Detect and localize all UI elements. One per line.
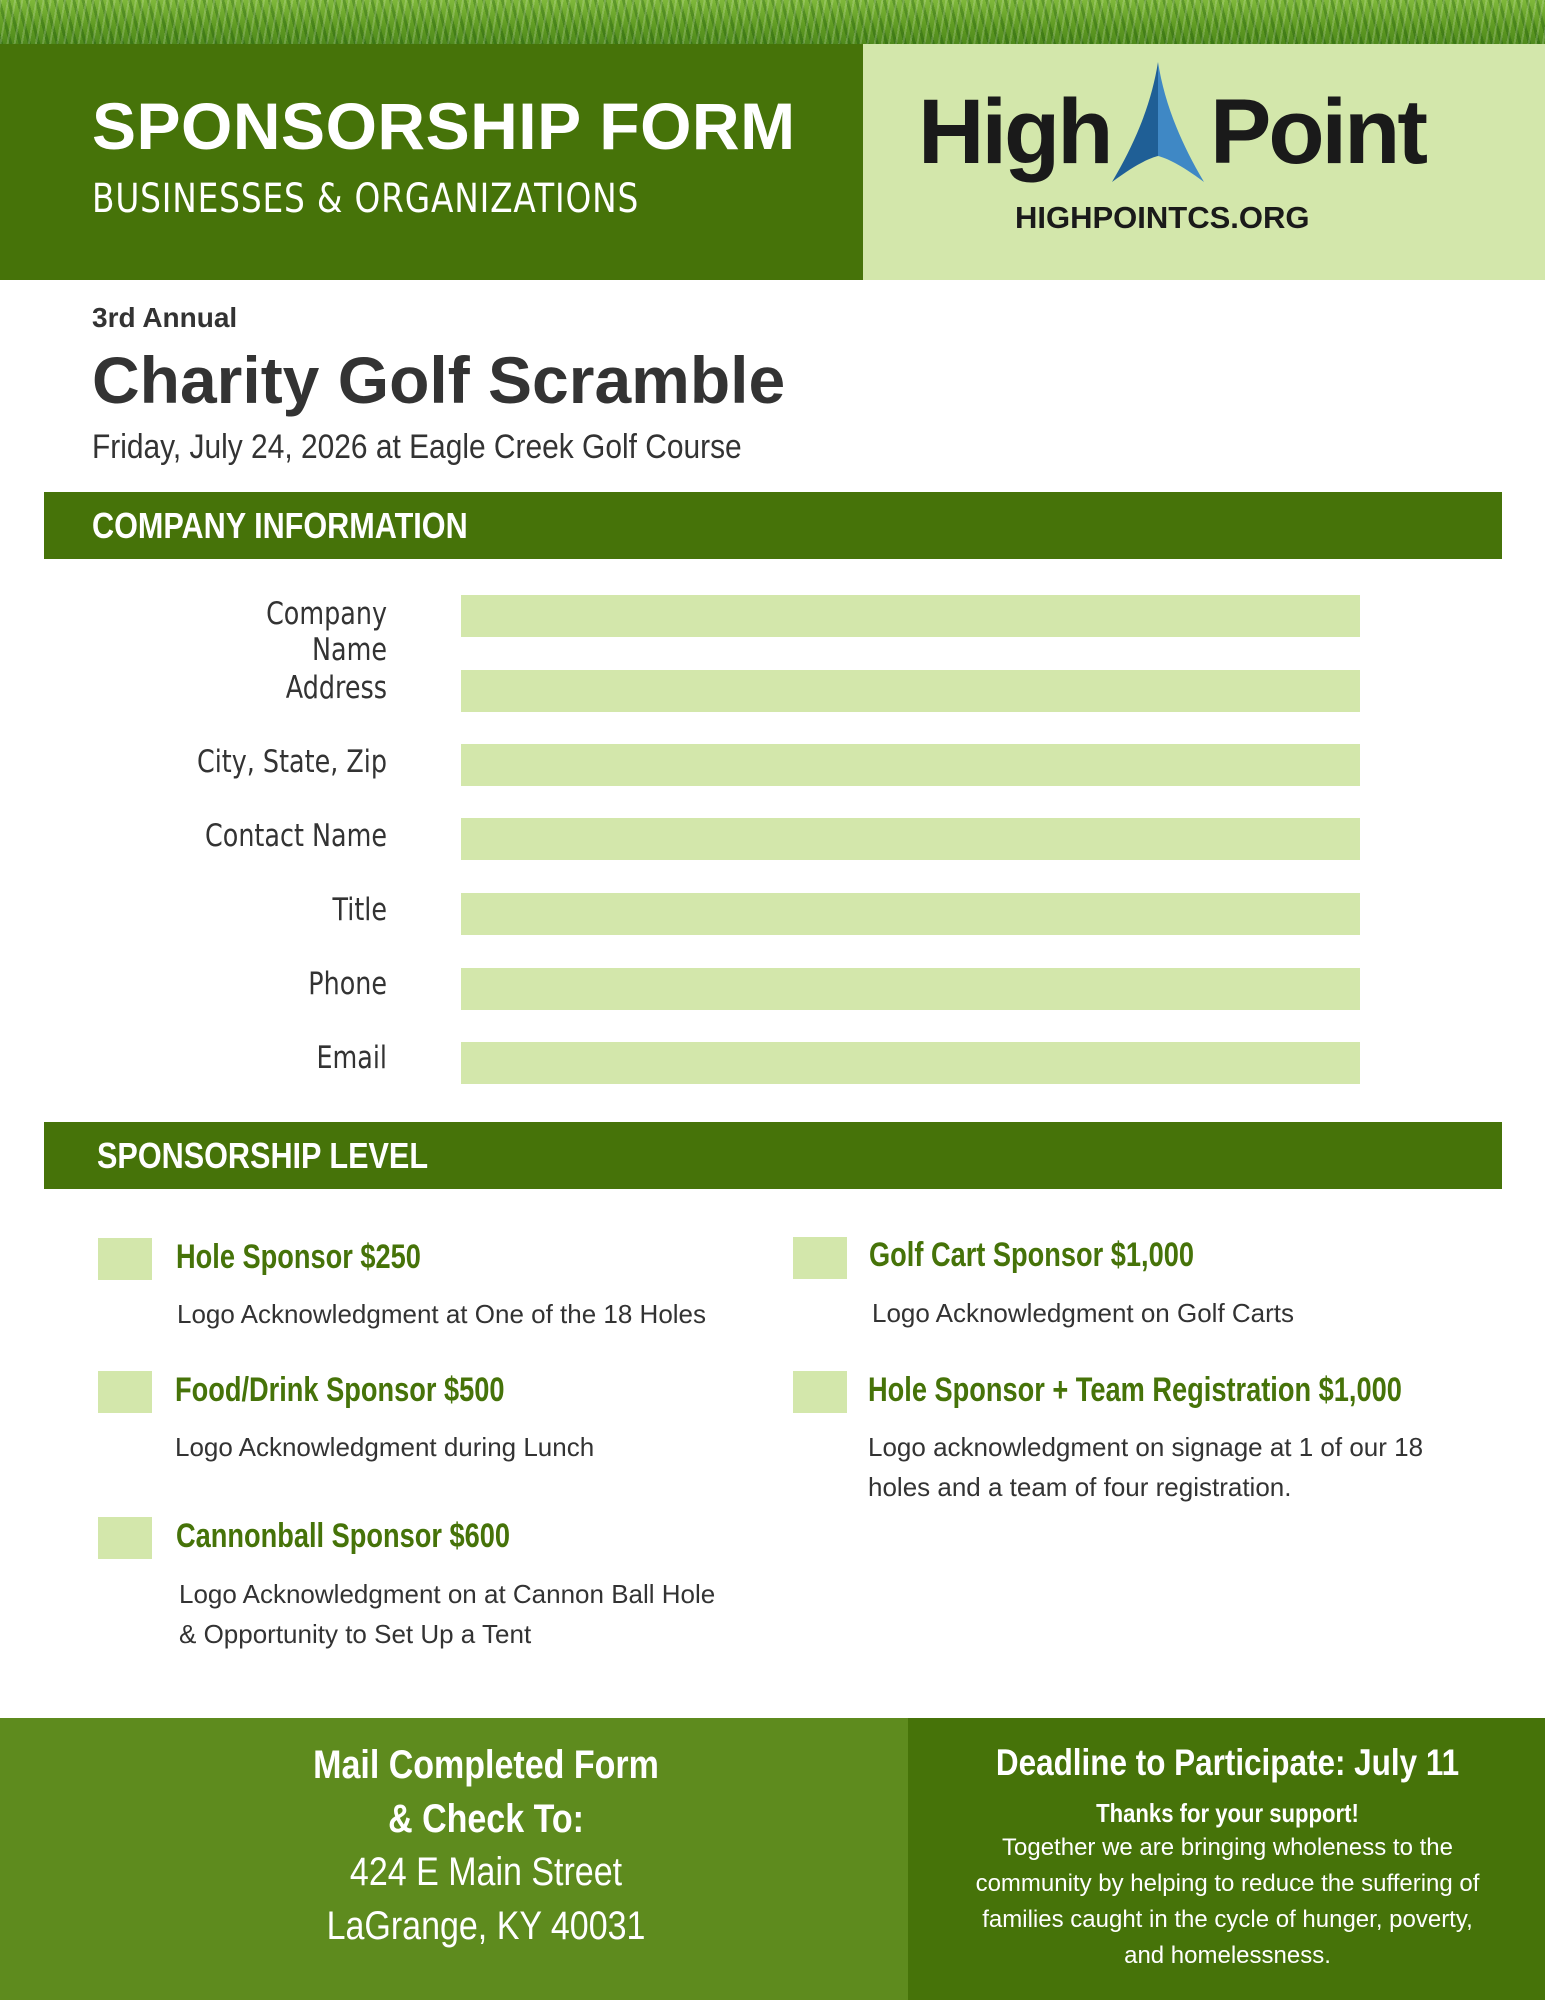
event-annual: 3rd Annual [92,302,238,333]
email-label: Email [316,1040,387,1076]
company-name-field[interactable] [461,595,1360,637]
deadline-text: Deadline to Participate: July 11 [995,1742,1460,1783]
address-line-2: LaGrange, KY 40031 [326,1904,646,1948]
form-subtitle: BUSINESSES & ORGANIZATIONS [92,176,640,222]
phone-label: Phone [308,966,387,1002]
title-field[interactable] [461,893,1360,935]
hole-sponsor-checkbox[interactable] [98,1238,152,1280]
phone-field[interactable] [461,968,1360,1010]
hole-team-sponsor-title: Hole Sponsor + Team Registration $1,000 [868,1371,1402,1409]
address-line-1: 424 E Main Street [349,1850,623,1894]
address-field[interactable] [461,670,1360,712]
highpoint-logo [918,60,1438,190]
logo-word-point: Point [1210,81,1425,183]
company-section-heading: COMPANY INFORMATION [92,505,468,546]
hole-team-sponsor-checkbox[interactable] [793,1371,847,1413]
thanks-text: Thanks for your support! [1096,1798,1359,1828]
city-state-zip-field[interactable] [461,744,1360,786]
sponsorship-section-heading: SPONSORSHIP LEVEL [97,1135,429,1176]
food-drink-sponsor-title: Food/Drink Sponsor $500 [175,1371,505,1409]
logo-word-high: High [918,81,1111,183]
cannonball-sponsor-title: Cannonball Sponsor $600 [176,1517,511,1555]
peak-icon [1108,60,1208,185]
company-name-label: Company Name [266,596,387,668]
grass-banner [0,0,1545,44]
food-drink-sponsor-checkbox[interactable] [98,1371,152,1413]
city-state-zip-label: City, State, Zip [196,744,387,780]
contact-name-label: Contact Name [205,818,387,854]
cannonball-sponsor-checkbox[interactable] [98,1517,152,1559]
golf-cart-sponsor-description: Logo Acknowledgment on Golf Carts [872,1298,1295,1328]
golf-cart-sponsor-title: Golf Cart Sponsor $1,000 [869,1236,1194,1274]
logo-url: HIGHPOINTCS.ORG [1015,200,1310,235]
address-label: Address [285,670,387,706]
support-message: Together we are bringing wholeness to the community by helping to reduce the suffering of families caught in the cycle of hunger, poverty, and homelessness. [975,1834,1480,1969]
cannonball-sponsor-description: Logo Acknowledgment on at Cannon Ball Hole & Opportunity to Set Up a Tent [179,1579,716,1649]
hole-team-sponsor-description: Logo acknowledgment on signage at 1 of our 18 holes and a team of four registration. [868,1432,1424,1502]
event-title: Charity Golf Scramble [92,343,786,417]
hole-sponsor-title: Hole Sponsor $250 [176,1238,421,1276]
title-label: Title [332,892,387,928]
contact-name-field[interactable] [461,818,1360,860]
email-field[interactable] [461,1042,1360,1084]
golf-cart-sponsor-checkbox[interactable] [793,1237,847,1279]
mail-heading: Mail Completed Form & Check To: [313,1743,659,1841]
food-drink-sponsor-description: Logo Acknowledgment during Lunch [175,1432,595,1462]
form-title: SPONSORSHIP FORM [92,89,796,163]
event-date-location: Friday, July 24, 2026 at Eagle Creek Golf Course [92,428,742,466]
hole-sponsor-description: Logo Acknowledgment at One of the 18 Holes [177,1299,707,1329]
